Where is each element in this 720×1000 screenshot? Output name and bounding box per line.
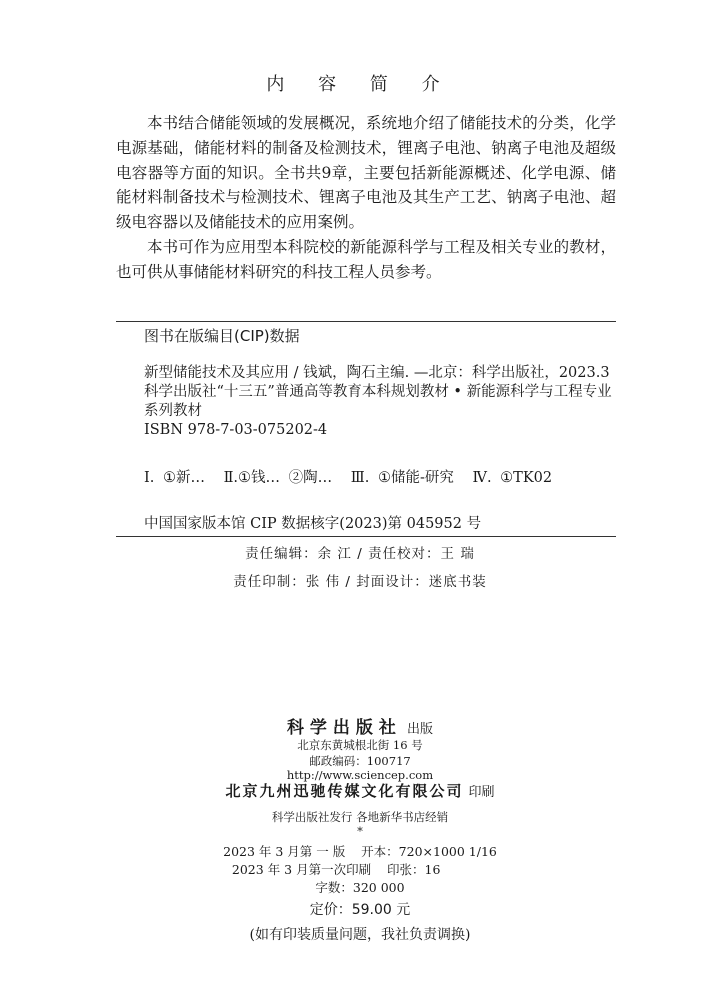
staff-line-editors: 责任编辑：余 江 / 责任校对：王 瑞 (245, 546, 475, 562)
cip-record-id: 中国国家版本馆 CIP 数据核字(2023)第 045952 号 (144, 516, 482, 532)
price: 定价：59.00 元 (309, 902, 411, 918)
publisher-postcode: 邮政编码：100717 (309, 754, 411, 768)
cip-class-item: Ⅰ. ①新… (144, 470, 205, 486)
cip-description-block (144, 364, 616, 440)
cip-description: 新型储能技术及其应用 / 钱斌，陶石主编. —北京：科学出版社，2023.3 科学出版社“十三五”普通高等教育本科规划教材 • 新能源科学与工程专业系列教材 (144, 365, 612, 419)
cip-class-item: Ⅳ. ①TK02 (472, 470, 553, 486)
printer-suffix: 印刷 (468, 785, 495, 800)
cip-top-rule (116, 321, 616, 322)
format-size: 开本：720×1000 1/16 (361, 844, 497, 859)
sheet-count: 印张：16 (387, 862, 441, 877)
quality-notice: (如有印装质量问题，我社负责调换) (249, 927, 471, 943)
staff-line-production: 责任印制：张 伟 / 封面设计：迷底书装 (233, 574, 487, 590)
distribution-line: 科学出版社发行 各地新华书店经销 (271, 810, 449, 824)
printer-line (0, 780, 720, 801)
printer-name: 北京九州迅驰传媒文化有限公司 (225, 782, 464, 800)
cip-classification (144, 466, 562, 487)
printing-date: 2023 年 3 月第一次印刷 (231, 862, 372, 877)
publisher-suffix: 出版 (407, 722, 434, 737)
publisher-name: 科学出版社 (286, 718, 402, 738)
publisher-address: 北京东黄城根北街 16 号 (297, 738, 423, 752)
intro-text (116, 111, 616, 285)
cip-class-item: Ⅱ.①钱… ②陶… (223, 470, 333, 486)
publisher-line (0, 713, 720, 738)
cip-heading: 图书在版编目(CIP)数据 (144, 327, 300, 345)
separator-star: * (357, 824, 363, 838)
cip-class-item: Ⅲ. ①储能-研究 (350, 470, 454, 486)
cip-isbn: ISBN 978-7-03-075202-4 (144, 422, 328, 438)
edition-row (0, 842, 720, 860)
intro-paragraph: 本书可作为应用型本科院校的新能源科学与工程及相关专业的教材，也可供从事储能材料研究的科技工程人员参考。 (116, 237, 616, 281)
word-count: 字数：320 000 (315, 880, 405, 895)
cip-bottom-rule (116, 536, 616, 537)
printing-row (0, 860, 720, 878)
publisher-website: http://www.sciencep.com (286, 768, 434, 782)
intro-title: 内 容 简 介 (266, 74, 454, 95)
edition-date: 2023 年 3 月第 一 版 (223, 844, 346, 859)
intro-paragraph: 本书结合储能领域的发展概况，系统地介绍了储能技术的分类，化学电源基础，储能材料的制备及检测技术，锂离子电池、钠离子电池及超级电容器等方面的知识。全书共9章，主要包括新能源概述、化学电源、储能材料制备技术与检测技术、锂离子电池及其生产工艺、钠离子电池、超级电容器以及储能技术的应用案例。 (116, 114, 616, 232)
